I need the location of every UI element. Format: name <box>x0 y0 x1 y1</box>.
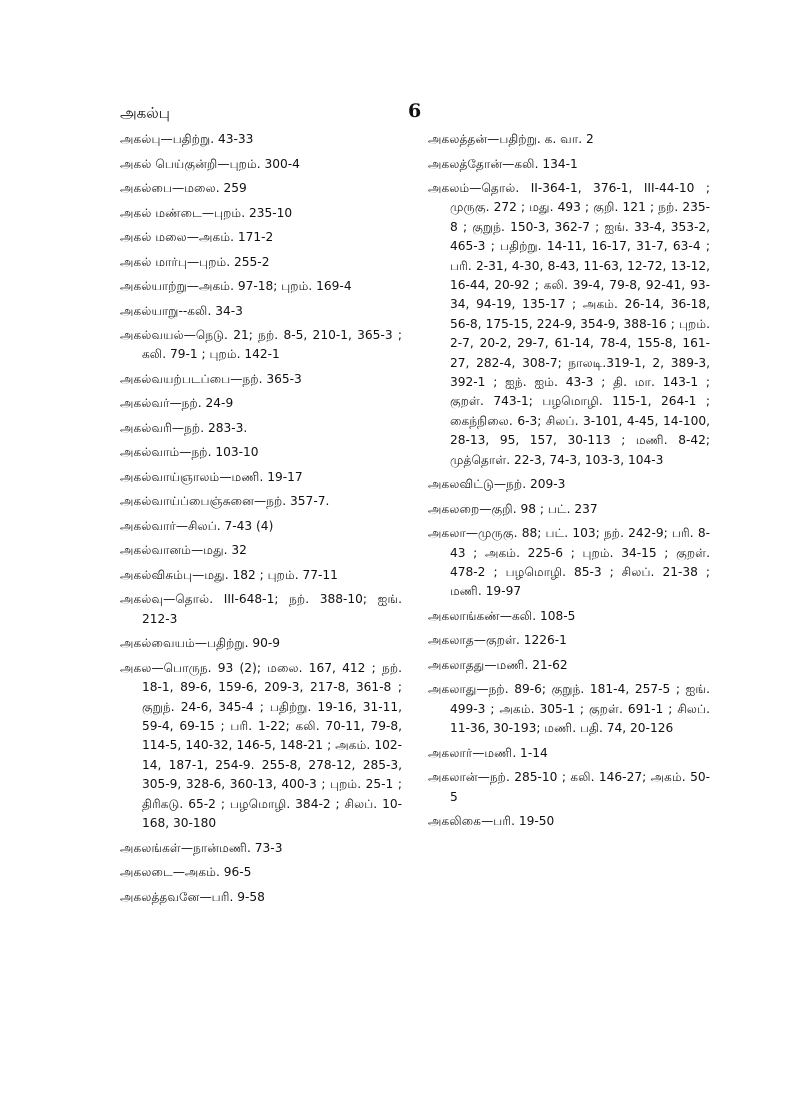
index-entry: அகலங்கள்—நான்மணி. 73-3 <box>120 840 283 855</box>
index-entry: அகலான்—நற். 285-10 ; கலி. 146-27; அகம். 50-5 <box>428 770 710 804</box>
index-entry: அகல்வாம்—நற். 103-10 <box>120 445 259 460</box>
index-entry: அகல் மண்டை—புறம். 235-10 <box>120 205 293 220</box>
index-entry: அகல்வயல்—நெடு. 21; நற். 8-5, 210-1, 365-3 ; கலி. 79-1 ; புறம். 142-1 <box>120 328 402 362</box>
running-header-word: அகல்பு <box>120 104 170 122</box>
index-entry: அகல்வர்—நற். 24-9 <box>120 396 234 411</box>
index-entry: அகலார்—மணி. 1-14 <box>428 745 548 760</box>
right-column <box>428 130 710 837</box>
index-entry: அகல்யாறு--கலி. 34-3 <box>120 303 243 318</box>
index-entry: அகல்வாய்ஞாலம்—மணி. 19-17 <box>120 469 303 484</box>
index-entry: அகல்வார்—சிலப். 7-43 (4) <box>120 518 274 533</box>
index-entry: அகலடை—அகம். 96-5 <box>120 865 252 880</box>
left-column <box>120 130 402 912</box>
index-entry: அகல்வாய்ப்பைஞ்சுனை—நற். 357-7. <box>120 494 330 509</box>
index-entry: அகலிகை—பரி. 19-50 <box>428 814 555 829</box>
index-entry: அகல்வையம்—பதிற்று. 90-9 <box>120 636 281 651</box>
index-entry: அகல்பை—மலை. 259 <box>120 181 247 195</box>
index-entry: அகல்வயற்படப்பை—நற். 365-3 <box>120 371 302 386</box>
index-entry: அகல்வானம்—மது. 32 <box>120 543 247 558</box>
page-number: 6 <box>408 100 422 122</box>
index-entry: அகல்பு—பதிற்று. 43-33 <box>120 132 254 146</box>
index-entry: அகல்வரி—நற். 283-3. <box>120 420 248 435</box>
index-entry: அகல்விசும்பு—மது. 182 ; புறம். 77-11 <box>120 567 338 582</box>
index-entry: அகலவிட்டு—நற். 209-3 <box>428 477 566 492</box>
index-entry: அகலா—முருகு. 88; பட். 103; நற். 242-9; பரி. 8-43 ; அகம். 225-6 ; புறம். 34-15 ; குறள். 478-2 ; பழமொழி. 85-3 ; சிலப். 21-38 ; மணி. 19-97 <box>428 526 710 599</box>
index-entry: அகலாது—நற். 89-6; குறுந். 181-4, 257-5 ; ஐங். 499-3 ; அகம். 305-1 ; குறள். 691-1 ; சிலப். 11-36, 30-193; மணி. பதி. 74, 20-126 <box>428 682 710 736</box>
index-entry: அகல் மலை—அகம். 171-2 <box>120 230 274 244</box>
index-entry: அகலாதது—மணி. 21-62 <box>428 657 568 672</box>
index-entry: அகல—பொருந. 93 (2); மலை. 167, 412 ; நற். 18-1, 89-6, 159-6, 209-3, 217-8, 361-8 ; குறுந். 24-6, 345-4 ; பதிற்று. 19-16, 31-11, 59-4, 69-15 ; பரி. 1-22; கலி. 70-11, 79-8, 114-5, 140-32, 146-5, 148-21 ; அகம். 102-14, 187-1, 254-9. 255-8, 278-12, 285-3, 305-9, 328-6, 360-13, 400-3 ; புறம். 25-1 ; திரிகடு. 65-2 ; பழமொழி. 384-2 ; சிலப். 10-168, 30-180 <box>120 660 402 831</box>
index-entry: அகலாத—குறள். 1226-1 <box>428 633 567 648</box>
index-entry: அகல் பெய்குன்றி—புறம். 300-4 <box>120 156 300 171</box>
index-entry: அகல்வு—தொல். III-648-1; நற். 388-10; ஐங். 212-3 <box>120 592 402 626</box>
index-entry: அகலத்தன்—பதிற்று. க. வா. 2 <box>428 132 594 146</box>
index-entry: அகலாங்கண்—கலி. 108-5 <box>428 608 576 623</box>
index-entry: அகலத்தவனே—பரி. 9-58 <box>120 889 265 904</box>
index-entry: அகல் மார்பு—புறம். 255-2 <box>120 254 270 269</box>
index-entry: அகலம்—தொல். II-364-1, 376-1, III-44-10 ; முருகு. 272 ; மது. 493 ; குறி. 121 ; நற். 235-8 ; குறுந். 150-3, 362-7 ; ஐங். 33-4, 353-2, 465-3 ; பதிற்று. 14-11, 16-17, 31-7, 63-4 ; பரி. 2-31, 4-30, 8-43, 11-63, 12-72, 13-12, 16-44, 20-92 ; கலி. 39-4, 79-8, 92-41, 93-34, 94-19, 135-17 ; அகம். 26-14, 36-18, 56-8, 175-15, 224-9, 354-9, 388-16 ; புறம். 2-7, 20-2, 29-7, 61-14, 78-4, 155-8, 161-27, 282-4, 308-7; நாலடி.319-1, 2, 389-3, 392-1 ; ஐந். ஐம். 43-3 ; தி. மா. 143-1 ; குறள். 743-1; பழமொழி. 115-1, 264-1 ; கைந்நிலை. 6-3; சிலப். 3-101, 4-45, 14-100, 28-13, 95, 157, 30-113 ; மணி. 8-42; முத்தொள். 22-3, 74-3, 103-3, 104-3 <box>428 181 710 467</box>
index-entry: அகல்யாற்று—அகம். 97-18; புறம். 169-4 <box>120 279 352 293</box>
index-entry: அகலத்தோன்—கலி. 134-1 <box>428 156 578 171</box>
index-entry: அகலறை—குறி. 98 ; பட். 237 <box>428 501 598 516</box>
